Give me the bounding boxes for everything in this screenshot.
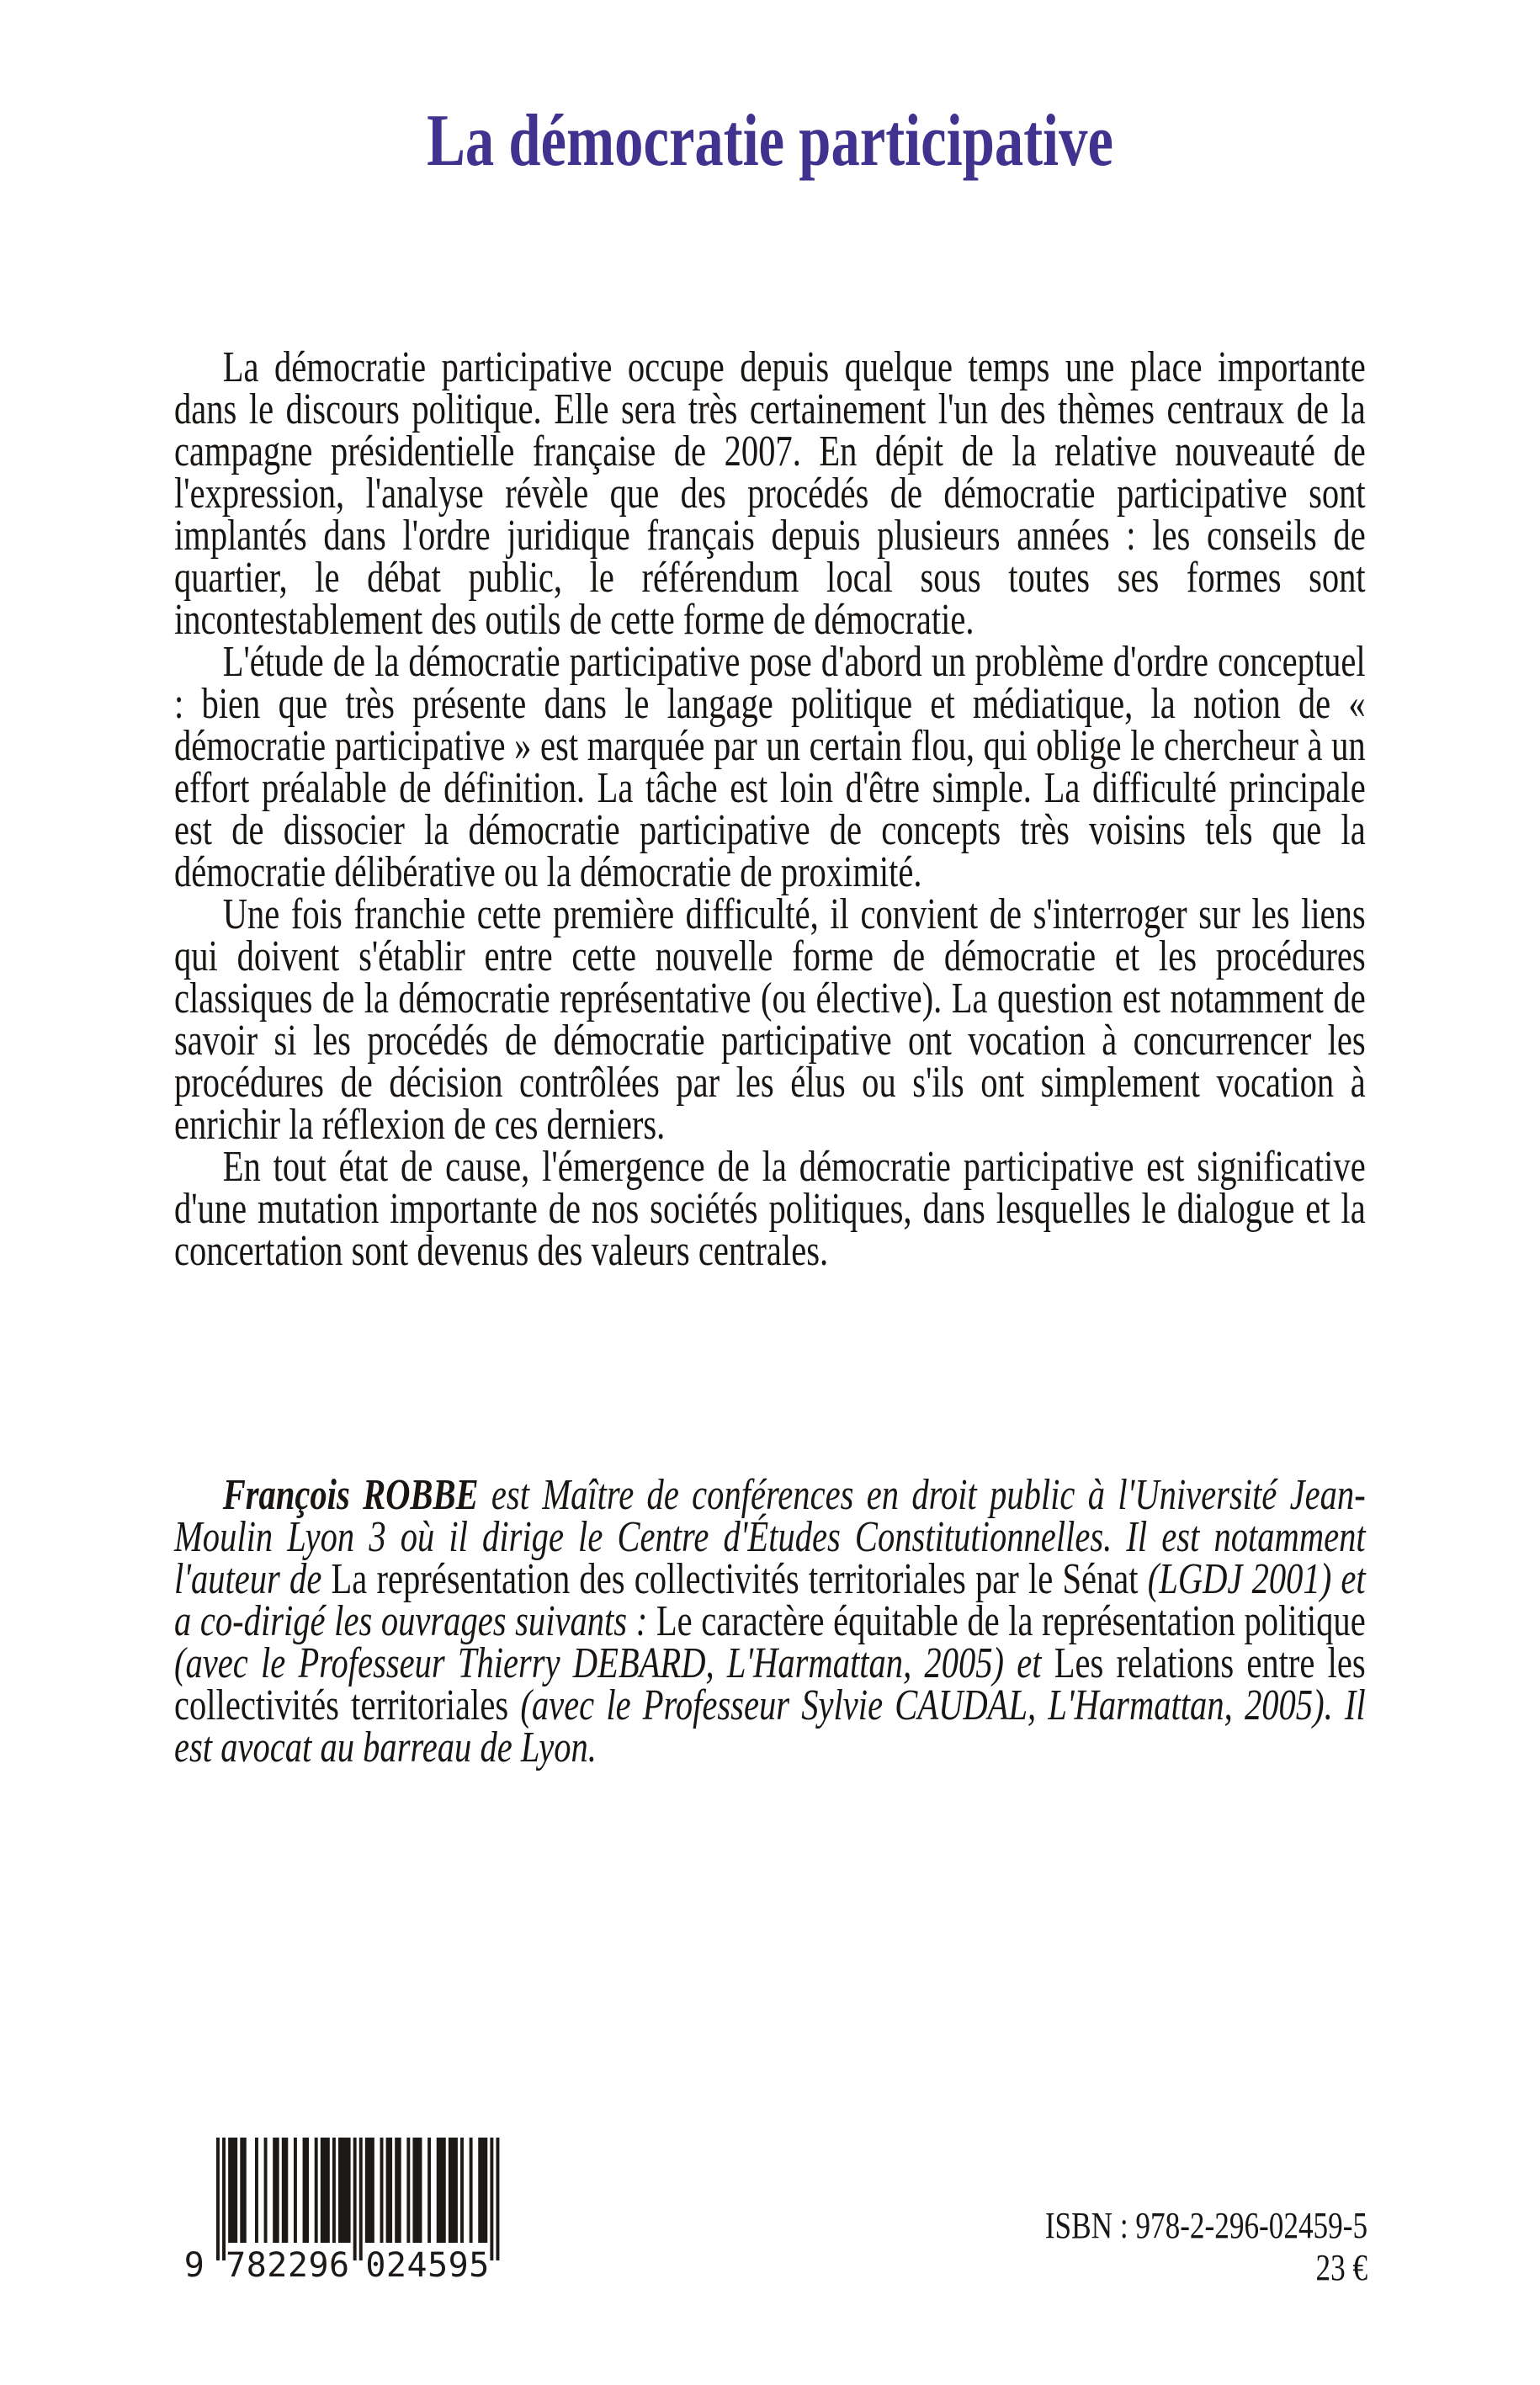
barcode-digits-right: 024595 [365,2246,490,2282]
bio-segment: Les relations entre les collectivités territoriales [174,1639,1366,1729]
synopsis-paragraph-4: En tout état de cause, l'émergence de la démocratie participative est significative d'une mutation importante de nos sociétés politiques, dans lesquelles le dialogue et la concertation sont devenus des valeurs centrales. [174,1143,1366,1275]
title-area [169,99,1370,183]
barcode-digit-lead: 9 [183,2246,205,2282]
bio-segment: François ROBBE [222,1471,479,1519]
bio-segment: (avec le Professeur Thierry DEBARD, L'Harmattan, 2005) et [174,1639,1054,1687]
barcode-image [171,2138,507,2282]
author-bio-paragraph [174,1471,1366,1771]
bio-segment: est Maître de conférences en droit public à l'Université Jean-Moulin Lyon 3 où il dirige le Centre d'Études Constitutionnelles. Il est notamment l'auteur de [174,1471,1366,1603]
bio-segment: La représentation des collectivités territoriales par le Sénat [331,1555,1139,1603]
bio-segment: (avec le Professeur Sylvie CAUDAL, L'Harmattan, 2005). Il est avocat au barreau de Lyon. [174,1681,1366,1771]
barcode [171,2138,507,2282]
author-bio [174,1471,1366,1771]
isbn-block [1045,2205,1367,2289]
bio-segment: Le caractère équitable de la représentation politique [656,1597,1366,1645]
bio-segment: (LGDJ 2001) et a co-dirigé les ouvrages suivants : [174,1555,1366,1645]
isbn-text: ISBN : 978-2-296-02459-5 [1044,2205,1367,2246]
synopsis-paragraph-2: L'étude de la démocratie participative pose d'abord un problème d'ordre conceptuel : bien que très présente dans le langage politique et médiatique, la notion de « démocratie participative » est marquée par un certain flou, qui oblige le chercheur à un effort préalable de définition. La tâche est loin d'être simple. La difficulté principale est de dissocier la démocratie participative de concepts très voisins tels que la démocratie délibérative ou la démocratie de proximité. [174,638,1366,896]
synopsis-paragraph-1: La démocratie participative occupe depuis quelque temps une place importante dans le discours politique. Elle sera très certainement l'un des thèmes centraux de la campagne présidentielle française de 2007. En dépit de la relative nouveauté de l'expression, l'analyse révèle que des procédés de démocratie participative sont implantés dans l'ordre juridique français depuis plusieurs années : les conseils de quartier, le débat public, le référendum local sous toutes ses formes sont incontestablement des outils de cette forme de démocratie. [174,343,1366,644]
price-text: 23 € [1315,2247,1367,2288]
barcode-digits-left: 782296 [226,2246,350,2282]
synopsis-paragraph-3: Une fois franchie cette première difficulté, il convient de s'interroger sur les liens qui doivent s'établir entre cette nouvelle forme de démocratie et les procédures classiques de la démocratie représentative (ou élective). La question est notamment de savoir si les procédés de démocratie participative ont vocation à concurrencer les procédures de décision contrôlées par les élus ou s'ils ont simplement vocation à enrichir la réflexion de ces derniers. [174,890,1366,1149]
synopsis [174,343,1366,1275]
book-title: La démocratie participative [427,100,1113,182]
